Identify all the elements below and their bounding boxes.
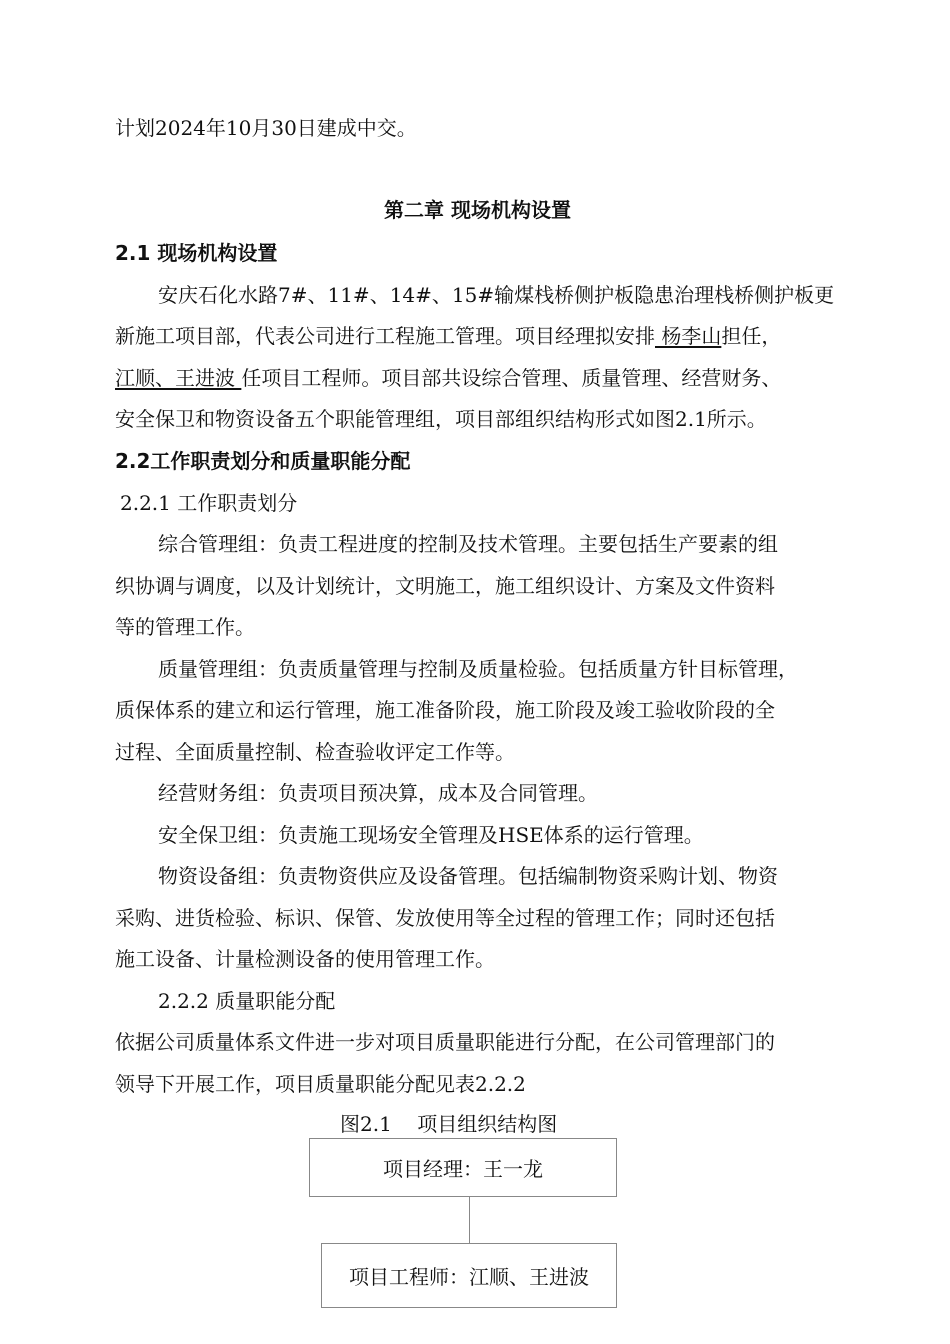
section-2-1-line-3 [115,365,781,391]
section-2-1-line-2 [115,323,781,349]
group-materials-line-1: 物资设备组：负责物资供应及设备管理。包括编制物资采购计划、物资 [158,864,778,888]
project-manager-name: 杨李山 [655,324,722,348]
section-2-1-line-1: 安庆石化水路7#、11#、14#、15#输煤栈桥侧护板隐患治理栈桥侧护板更 [158,283,835,307]
section-2-1-line-3-text: 任项目工程师。项目部共设综合管理、质量管理、经营财务、 [241,366,782,390]
paragraph-completion-date: 计划2024年10月30日建成中交。 [115,116,417,140]
org-connector-line [469,1196,470,1243]
chapter-title: 第二章 现场机构设置 [384,198,571,222]
section-2-1-line-2-text-b: 担任， [721,324,782,348]
section-2-2-2-line-2: 领导下开展工作，项目质量职能分配见表2.2.2 [115,1072,526,1096]
org-box-project-manager-label: 项目经理：王一龙 [383,1157,543,1181]
section-2-2-2-line-1: 依据公司质量体系文件进一步对项目质量职能进行分配，在公司管理部门的 [115,1030,775,1054]
section-2-1-heading: 2.1 现场机构设置 [115,241,278,265]
project-engineer-names: 江顺、王进波 [115,366,242,390]
group-finance-line-1: 经营财务组：负责项目预决算，成本及合同管理。 [158,781,598,805]
group-security-line-1: 安全保卫组：负责施工现场安全管理及HSE体系的运行管理。 [158,823,704,847]
group-general-line-3: 等的管理工作。 [115,615,255,639]
group-quality-line-3: 过程、全面质量控制、检查验收评定工作等。 [115,740,515,764]
group-general-line-1: 综合管理组：负责工程进度的控制及技术管理。主要包括生产要素的组 [158,532,778,556]
figure-caption: 图2.1 项目组织结构图 [340,1112,558,1136]
group-general-line-2: 织协调与调度，以及计划统计，文明施工，施工组织设计、方案及文件资料 [115,574,775,598]
org-box-project-engineer-label: 项目工程师：江顺、王进波 [349,1265,589,1289]
group-materials-line-3: 施工设备、计量检测设备的使用管理工作。 [115,947,495,971]
section-2-2-2-heading: 2.2.2 质量职能分配 [158,989,336,1013]
group-materials-line-2: 采购、进货检验、标识、保管、发放使用等全过程的管理工作；同时还包括 [115,906,775,930]
section-2-1-line-2-text-a: 新施工项目部，代表公司进行工程施工管理。项目经理拟安排 [115,324,655,348]
group-quality-line-2: 质保体系的建立和运行管理，施工准备阶段，施工阶段及竣工验收阶段的全 [115,698,775,722]
section-2-1-line-4: 安全保卫和物资设备五个职能管理组，项目部组织结构形式如图2.1所示。 [115,407,767,431]
section-2-2-heading: 2.2工作职责划分和质量职能分配 [115,449,411,473]
group-quality-line-1: 质量管理组：负责质量管理与控制及质量检验。包括质量方针目标管理， [158,657,798,681]
org-box-project-engineer [321,1243,617,1308]
section-2-2-1-heading: 2.2.1 工作职责划分 [120,491,298,515]
org-box-project-manager [309,1138,617,1197]
